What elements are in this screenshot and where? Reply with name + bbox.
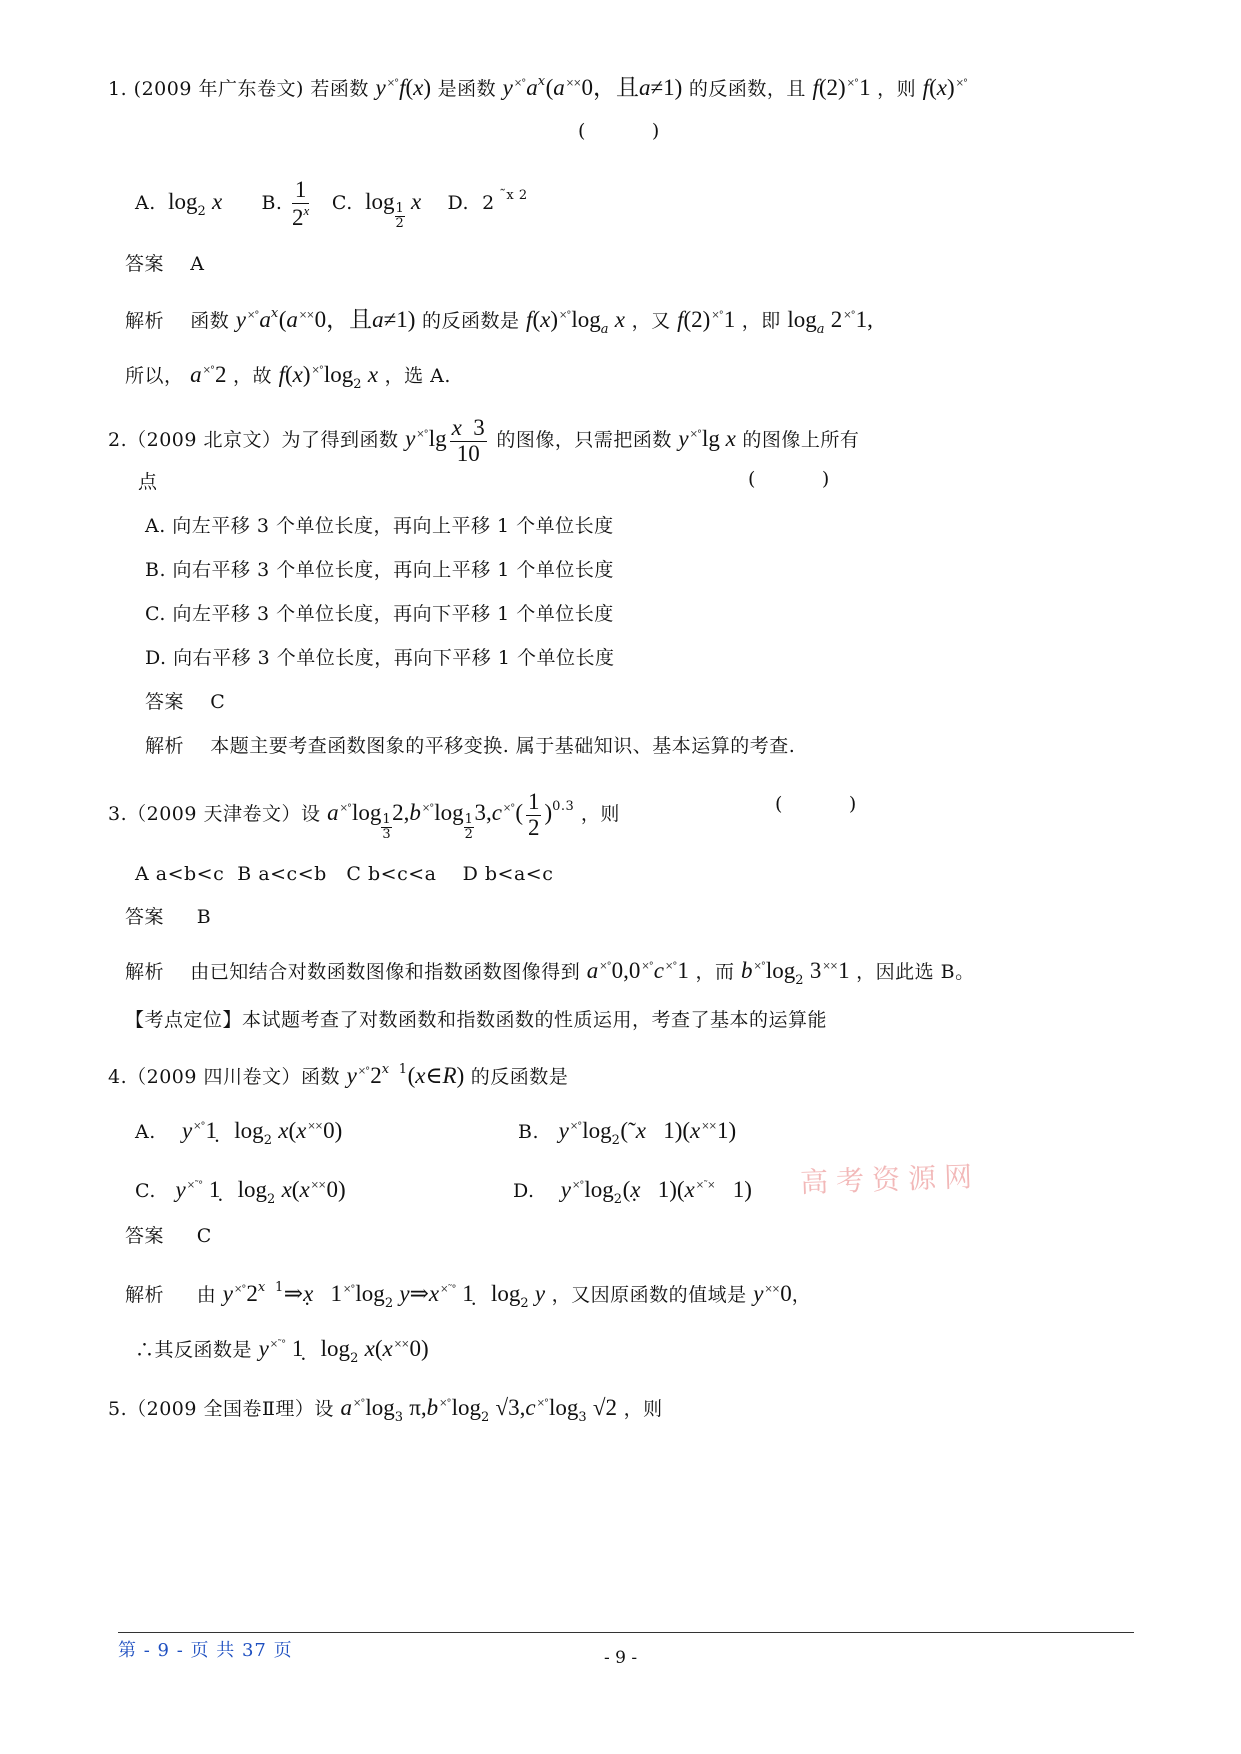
watermark: 高考资源网 [799,1159,981,1200]
q2-analysis: 解析 本题主要考查函数图象的平移变换. 属于基础知识、基本运算的考查. [145,735,796,757]
q3-options: A a<b<c B a<c<b C b<c<a D b<a<c [135,863,554,885]
q4-choice-a: A. y×°1̣ $\log_2 x(x^{\times\times}0)$ [135,1118,343,1148]
q1-choice-b-fraction: $\frac{1}{2^x}$ [292,177,310,230]
q4-analysis: 解析 由 $y^{\times^\circ}2^{x 1}\Rightarrow x̣$ $1^{\times^\circ}\log_2$ y⇒x×˜° 1̣ $\log_2 y$ ，又因原函数的值域是 y××0， [125,1280,812,1311]
q3-stem: 3.（2009 天津卷文）设 a×°log $\frac{1}{3}$ 2,b×°log $\frac{1}{2}$ 3,c×°( $\frac{1}{2}$ )$^{0.3}$ ，则 [108,789,620,842]
q1-label: 1. (2009 年广东卷文) 若函数 [108,78,369,100]
q1-answer-blank: ( ) [578,120,660,142]
q3-answer-blank: ( ) [775,793,857,815]
q2-option-a: A. 向左平移 3 个单位长度，再向上平移 1 个单位长度 [145,515,614,537]
footer-page-count: 第 - 9 - 页 共 37 页 [118,1640,293,1661]
q2-option-c: C. 向左平移 3 个单位长度，再向下平移 1 个单位长度 [145,603,614,625]
q2-option-b: B. 向右平移 3 个单位长度，再向上平移 1 个单位长度 [145,559,614,581]
q3-kaodian: 【考点定位】本试题考查了对数函数和指数函数的性质运用，考查了基本的运算能 [125,1009,828,1031]
q1-answer: 答案 A [125,253,205,275]
q3-analysis: 解析 由已知结合对数函数图像和指数函数图像得到 a×°0,0×°c×°1 ，而 $b^{\times^\circ}\log_2$ 3××1 ，因此选 B。 [125,958,975,988]
q2-stem: 2.（2009 北京文）为了得到函数 y×°lg $\frac{x 3}{10}$ 的图像，只需把函数 y×°lg x 的图像上所有 [108,415,860,466]
q1-analysis: 解析 函数 $y^{\times^\circ}a^x(a^{\times\times}0$，且a≠1) 的反函数是 $f(x)^{\times^\circ}\log_a$ x ，又 f(2)×°1 ，即 $\log_a 2^{\times^\circ}1$, [125,306,873,337]
q1-stem: 1. (2009 年广东卷文) 若函数 y×°f(x) 是函数 $y^{\times^\circ}a^x(a^{\times\times}0$，且a≠1) 的反函数，且 f(2)×°1 ，则 f(x)×° [108,74,968,100]
q5-stem: 5.（2009 全国卷Ⅱ理）设 $a^{\times^\circ}\log_3$ $\pi,b^{\times^\circ}\log_2$ $√3,c^{\times^\circ}\log_3$ √2 ，则 [108,1395,663,1425]
q2-option-d: D. 向右平移 3 个单位长度，再向下平移 1 个单位长度 [145,647,615,669]
q1-choices: A. $\log_2 x$ B. $\frac{1}{2^x}$ C. log $\frac{1}{2}$ x D. 2 $^{˜x 2}$ [135,177,528,231]
q2-stem-cont: 点 [138,471,158,493]
q3-answer: 答案 B [125,906,212,928]
q4-choice-b: B. $y^{\times^\circ}\log_2(˜x$ 1)(x××1) [518,1118,737,1148]
q1-analysis-cont: 所以， a×°2 ，故 $f(x)^{\times^\circ}\log_2$ x ，选 A. [125,362,451,392]
q2-answer-blank: ( ) [748,468,830,490]
q4-analysis-cont: ∴其反函数是 y×˜° 1̣ $\log_2 x(x^{\times\times}0)$ [135,1336,429,1366]
q4-stem: 4.（2009 四川卷文）函数 $y^{\times^\circ}2^{x 1}(x\in R)$ 的反函数是 [108,1062,569,1088]
footer-page-number: - 9 - [604,1648,638,1668]
q2-fraction: $\frac{x 3}{10}$ [451,415,485,466]
q2-answer: 答案 C [145,691,226,713]
q4-choice-d: D. $y^{\times^\circ}\log_2(x̣$ 1)(x×˜× 1) [513,1177,752,1207]
q4-choice-c: C. y×˜° 1̣ $\log_2 x(x^{\times\times}0)$ [135,1177,346,1207]
q4-answer: 答案 C [125,1225,212,1247]
footer-divider [118,1632,1134,1633]
